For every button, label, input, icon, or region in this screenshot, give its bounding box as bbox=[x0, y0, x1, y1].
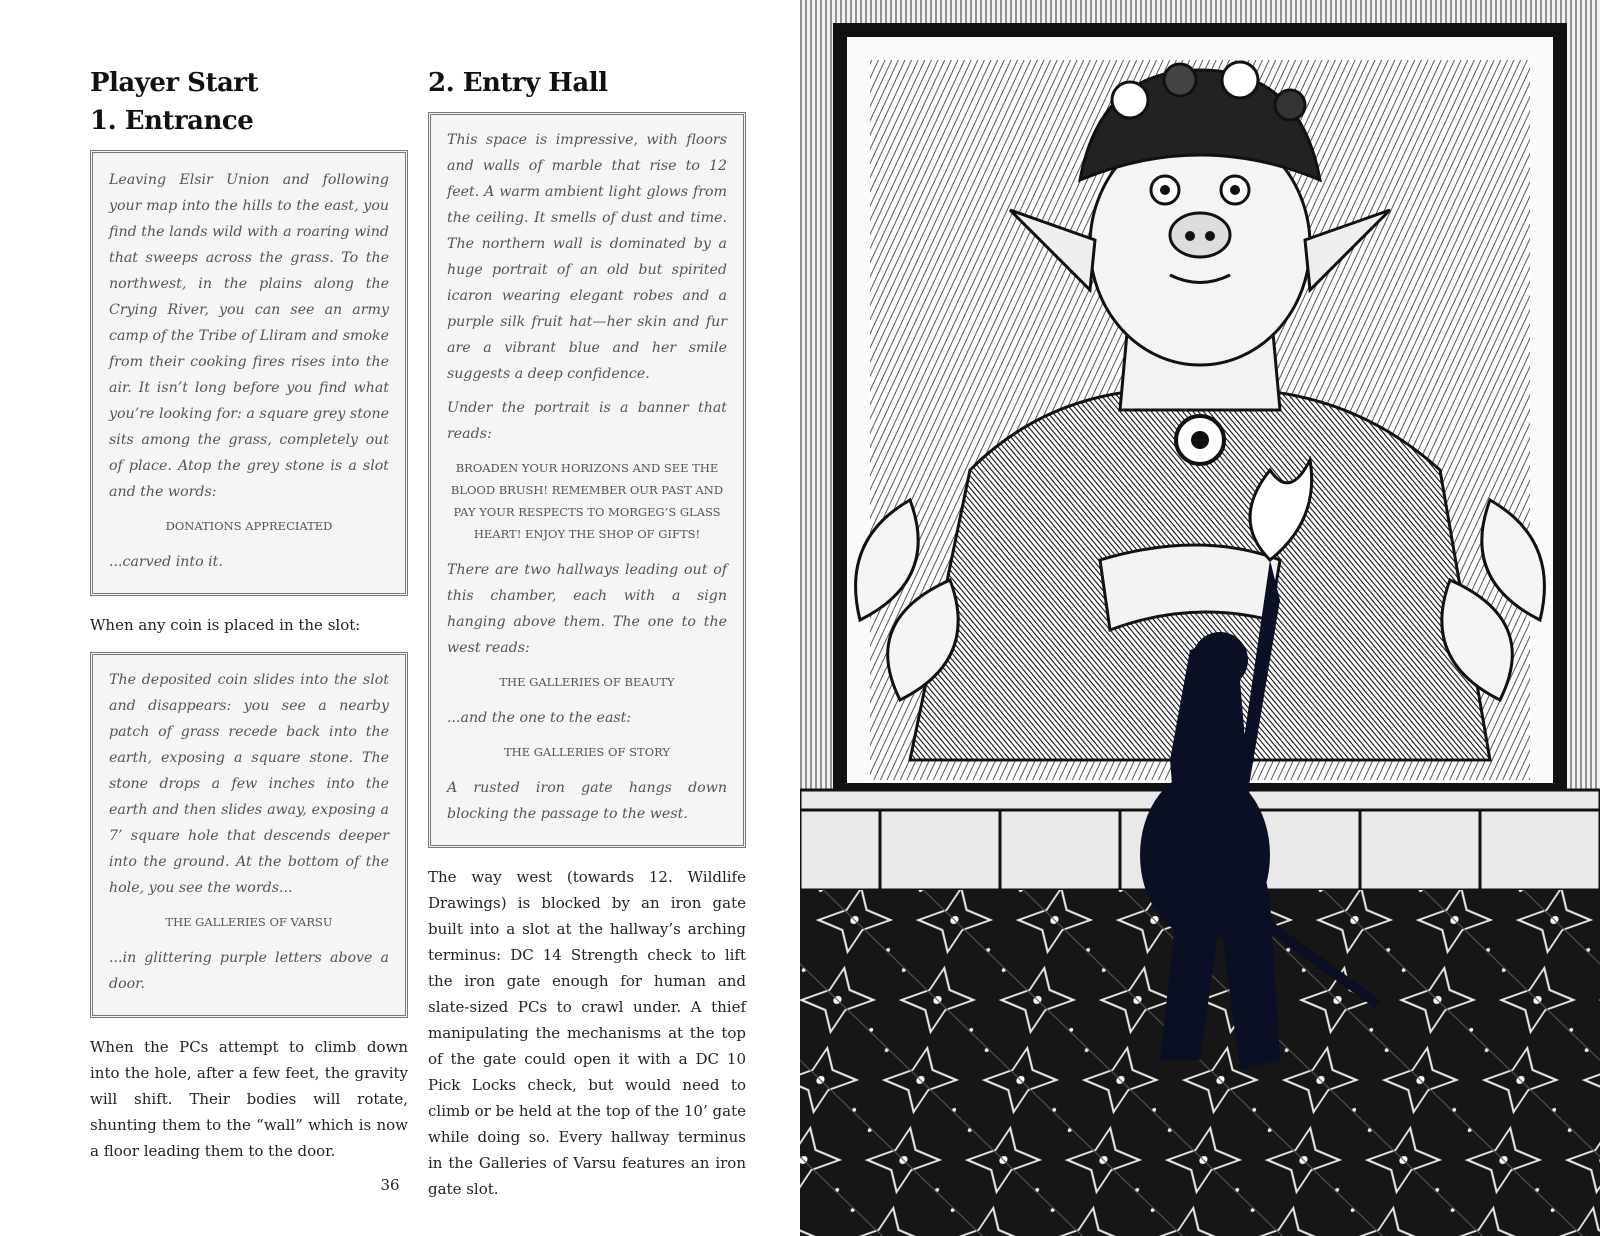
column-right bbox=[428, 68, 746, 1216]
page-number: 36 bbox=[380, 1176, 400, 1194]
read-aloud-box-entry-hall bbox=[428, 112, 746, 848]
read-aloud-box-entrance bbox=[90, 150, 408, 596]
body-paragraph: When the PCs attempt to climb down into the hole, after a few feet, the gravity will shift. Their bodies will rotate, shunting them to the “wall” which is now a floor leading them to the door. bbox=[90, 1038, 408, 1160]
right-page bbox=[800, 0, 1600, 1236]
box-paragraph: The deposited coin slides into the slot and disappears: you see a nearby patch of grass recede back into the earth, exposing a square stone. The stone drops a few inches into the earth and then slides away, exposing a 7’ square hole that descends deeper into the ground. At the bottom of the hole, you see the words... bbox=[109, 672, 389, 896]
box-paragraph: There are two hallways leading out of this chamber, each with a sign hanging above them. The one to the west reads: bbox=[447, 562, 727, 656]
box-paragraph: ...carved into it. bbox=[109, 554, 223, 570]
column-left bbox=[90, 68, 408, 1178]
sign-text-east: THE GALLERIES OF STORY bbox=[504, 745, 670, 759]
ink-illustration bbox=[800, 0, 1600, 1236]
body-paragraph: When any coin is placed in the slot: bbox=[90, 616, 361, 634]
read-aloud-box-coin bbox=[90, 652, 408, 1018]
portrait-snout bbox=[1170, 213, 1230, 257]
banner-text: BROADEN YOUR HORIZONS AND SEE THE BLOOD BRUSH! REMEMBER OUR PAST AND PAY YOUR RESPECTS TO MORGEG’S GLASS HEART! ENJOY THE SHOP OF GIFTS! bbox=[450, 461, 724, 541]
body-paragraph: The way west (towards 12. Wildlife Drawings) is blocked by an iron gate built into a slot at the hallway’s arching terminus: DC 14 Strength check to lift the iron gate enough for human and slate-sized PCs to crawl under. A thief manipulating the mechanisms at the top of the gate could open it with a DC 10 Pick Locks check, but would need to climb or be held at the top of the 10’ gate while doing so. Every hallway terminus in the Galleries of Varsu features an iron gate slot. bbox=[428, 868, 746, 1198]
box-paragraph: Leaving Elsir Union and following your map into the hills to the east, you find the lands wild with a roaring wind that sweeps across the grass. To the northwest, in the plains along the Crying River, you can see an army camp of the Tribe of Lliram and smoke from their cooking fires rises into the air. It isn’t long before you find what you’re looking for: a square grey stone sits among the grass, completely out of place. Atop the grey stone is a slot and the words: bbox=[109, 172, 389, 500]
box-paragraph: This space is impressive, with floors and walls of marble that rise to 12 feet. A warm ambient light glows from the ceiling. It smells of dust and time. The northern wall is dominated by a huge portrait of an old but spirited icaron wearing elegant robes and a purple silk fruit hat—her skin and fur are a vibrant blue and her smile suggests a deep confidence. bbox=[447, 132, 727, 382]
box-paragraph: A rusted iron gate hangs down blocking the passage to the west. bbox=[447, 780, 727, 822]
sign-text-west: THE GALLERIES OF BEAUTY bbox=[499, 675, 675, 689]
box-paragraph: ...in glittering purple letters above a door. bbox=[109, 950, 389, 992]
heading-player-start: Player Start bbox=[90, 68, 259, 98]
box-paragraph: Under the portrait is a banner that reads: bbox=[447, 400, 727, 442]
sign-text: DONATIONS APPRECIATED bbox=[165, 519, 333, 533]
sign-text: THE GALLERIES OF VARSU bbox=[165, 915, 333, 929]
heading-entrance: 1. Entrance bbox=[90, 106, 254, 136]
box-paragraph: ...and the one to the east: bbox=[447, 710, 632, 726]
heading-entry-hall: 2. Entry Hall bbox=[428, 68, 608, 98]
